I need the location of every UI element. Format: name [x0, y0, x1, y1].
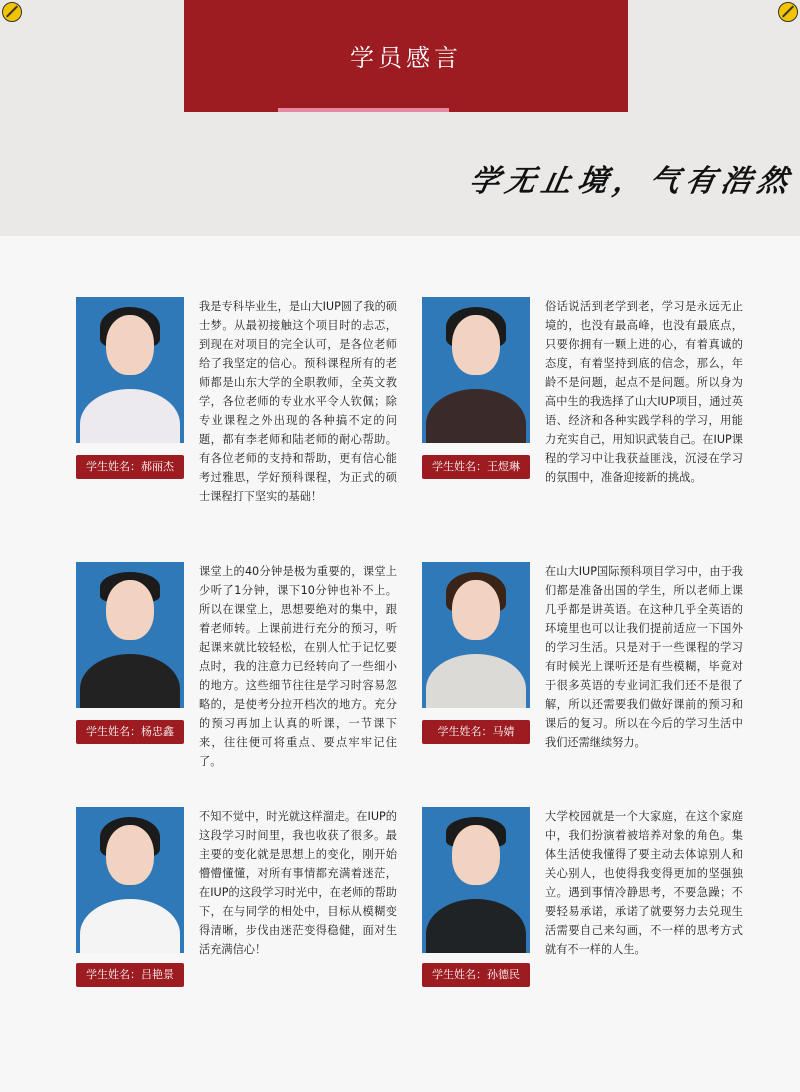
student-name-tag: 学生姓名：马婧: [422, 720, 530, 744]
student-photo: [76, 297, 184, 443]
student-photo: [422, 297, 530, 443]
testimonial-text: 我是专科毕业生，是山大IUP圆了我的硕士梦。从最初接触这个项目时的忐忑，到现在对项目的完全认可，是各位老师给了我坚定的信心。预科课程所有的老师都是山东大学的全职教师，全英文教学，各位老师的专业水平令人钦佩；除专业课程之外出现的各种搞不定的问题，都有李老师和陆老师的耐心帮助。有各位老师的支持和帮助，更有信心能考过雅思，学好预科课程，为正式的硕士课程打下坚实的基础！: [199, 300, 397, 503]
title-banner: [184, 0, 628, 112]
pushpin-icon: [778, 2, 798, 22]
page-title: 学员感言: [350, 44, 462, 72]
student-photo: [76, 807, 184, 953]
student-name-tag: 学生姓名：孙德民: [422, 963, 530, 987]
student-name-tag: 学生姓名：吕艳景: [76, 963, 184, 987]
student-photo: [76, 562, 184, 708]
testimonial-text: 俗话说活到老学到老，学习是永远无止境的，也没有最高峰，也没有最底点，只要你拥有一颗上进的心，有着真诚的态度，有着坚持到底的信念，那么，年龄不是问题，起点不是问题。所以身为高中生的我选择了山大IUP项目，通过英语、经济和各种实践学科的学习，用能力充实自己，用知识武装自己。在IUP课程的学习中让我获益匪浅，沉浸在学习的氛围中，准备迎接新的挑战。: [545, 300, 743, 484]
testimonial-text: 课堂上的40分钟是极为重要的，课堂上少听了1分钟，课下10分钟也补不上。所以在课堂上，思想要绝对的集中，跟着老师转。上课前进行充分的预习，听起课来就比较轻松，在别人忙于记忆要点时，我的注意力已经转向了一些细小的地方。这些细节往往是学习时容易忽略的，是使考分拉开档次的地方。充分的预习再加上认真的听课，一节课下来，往往便可将重点、要点牢牢记住了。: [199, 565, 397, 768]
student-photo: [422, 807, 530, 953]
slogan-calligraphy: 学无止境，气有浩然: [466, 164, 797, 199]
student-photo: [422, 562, 530, 708]
testimonial-text: 在山大IUP国际预科项目学习中，由于我们都是准备出国的学生，所以老师上课几乎都是讲英语。在这种几乎全英语的环境里也可以让我们提前适应一下国外的学习生活。只是对于一些课程的学习有时候光上课听还是有些模糊，毕竟对于很多英语的专业词汇我们还不是很了解，所以还需要我们做好课前的预习和课后的复习。所以在今后的学习生活中我们还需继续努力。: [545, 565, 743, 749]
testimonial-text: 不知不觉中，时光就这样溜走。在IUP的这段学习时间里，我也收获了很多。最主要的变化就是思想上的变化，刚开始懵懵懂懂，对所有事情都充满着迷茫，在IUP的这段学习时光中，在老师的帮助下，在与同学的相处中，目标从模糊变得清晰，步伐由迷茫变得稳健，面对生活充满信心！: [199, 810, 397, 956]
testimonial-text: 大学校园就是一个大家庭，在这个家庭中，我们扮演着被培养对象的角色。集体生活使我懂得了要主动去体谅别人和关心别人，也使得我变得更加的坚强独立。遇到事情冷静思考，不要急躁；不要轻易承诺，承诺了就要努力去兑现生活需要自己来勾画，不一样的思考方式就有不一样的人生。: [545, 810, 743, 956]
pushpin-icon: [2, 2, 22, 22]
student-name-tag: 学生姓名：王煜琳: [422, 455, 530, 479]
student-name-tag: 学生姓名：郝丽杰: [76, 455, 184, 479]
student-name-tag: 学生姓名：杨忠鑫: [76, 720, 184, 744]
title-underline: [278, 108, 449, 112]
